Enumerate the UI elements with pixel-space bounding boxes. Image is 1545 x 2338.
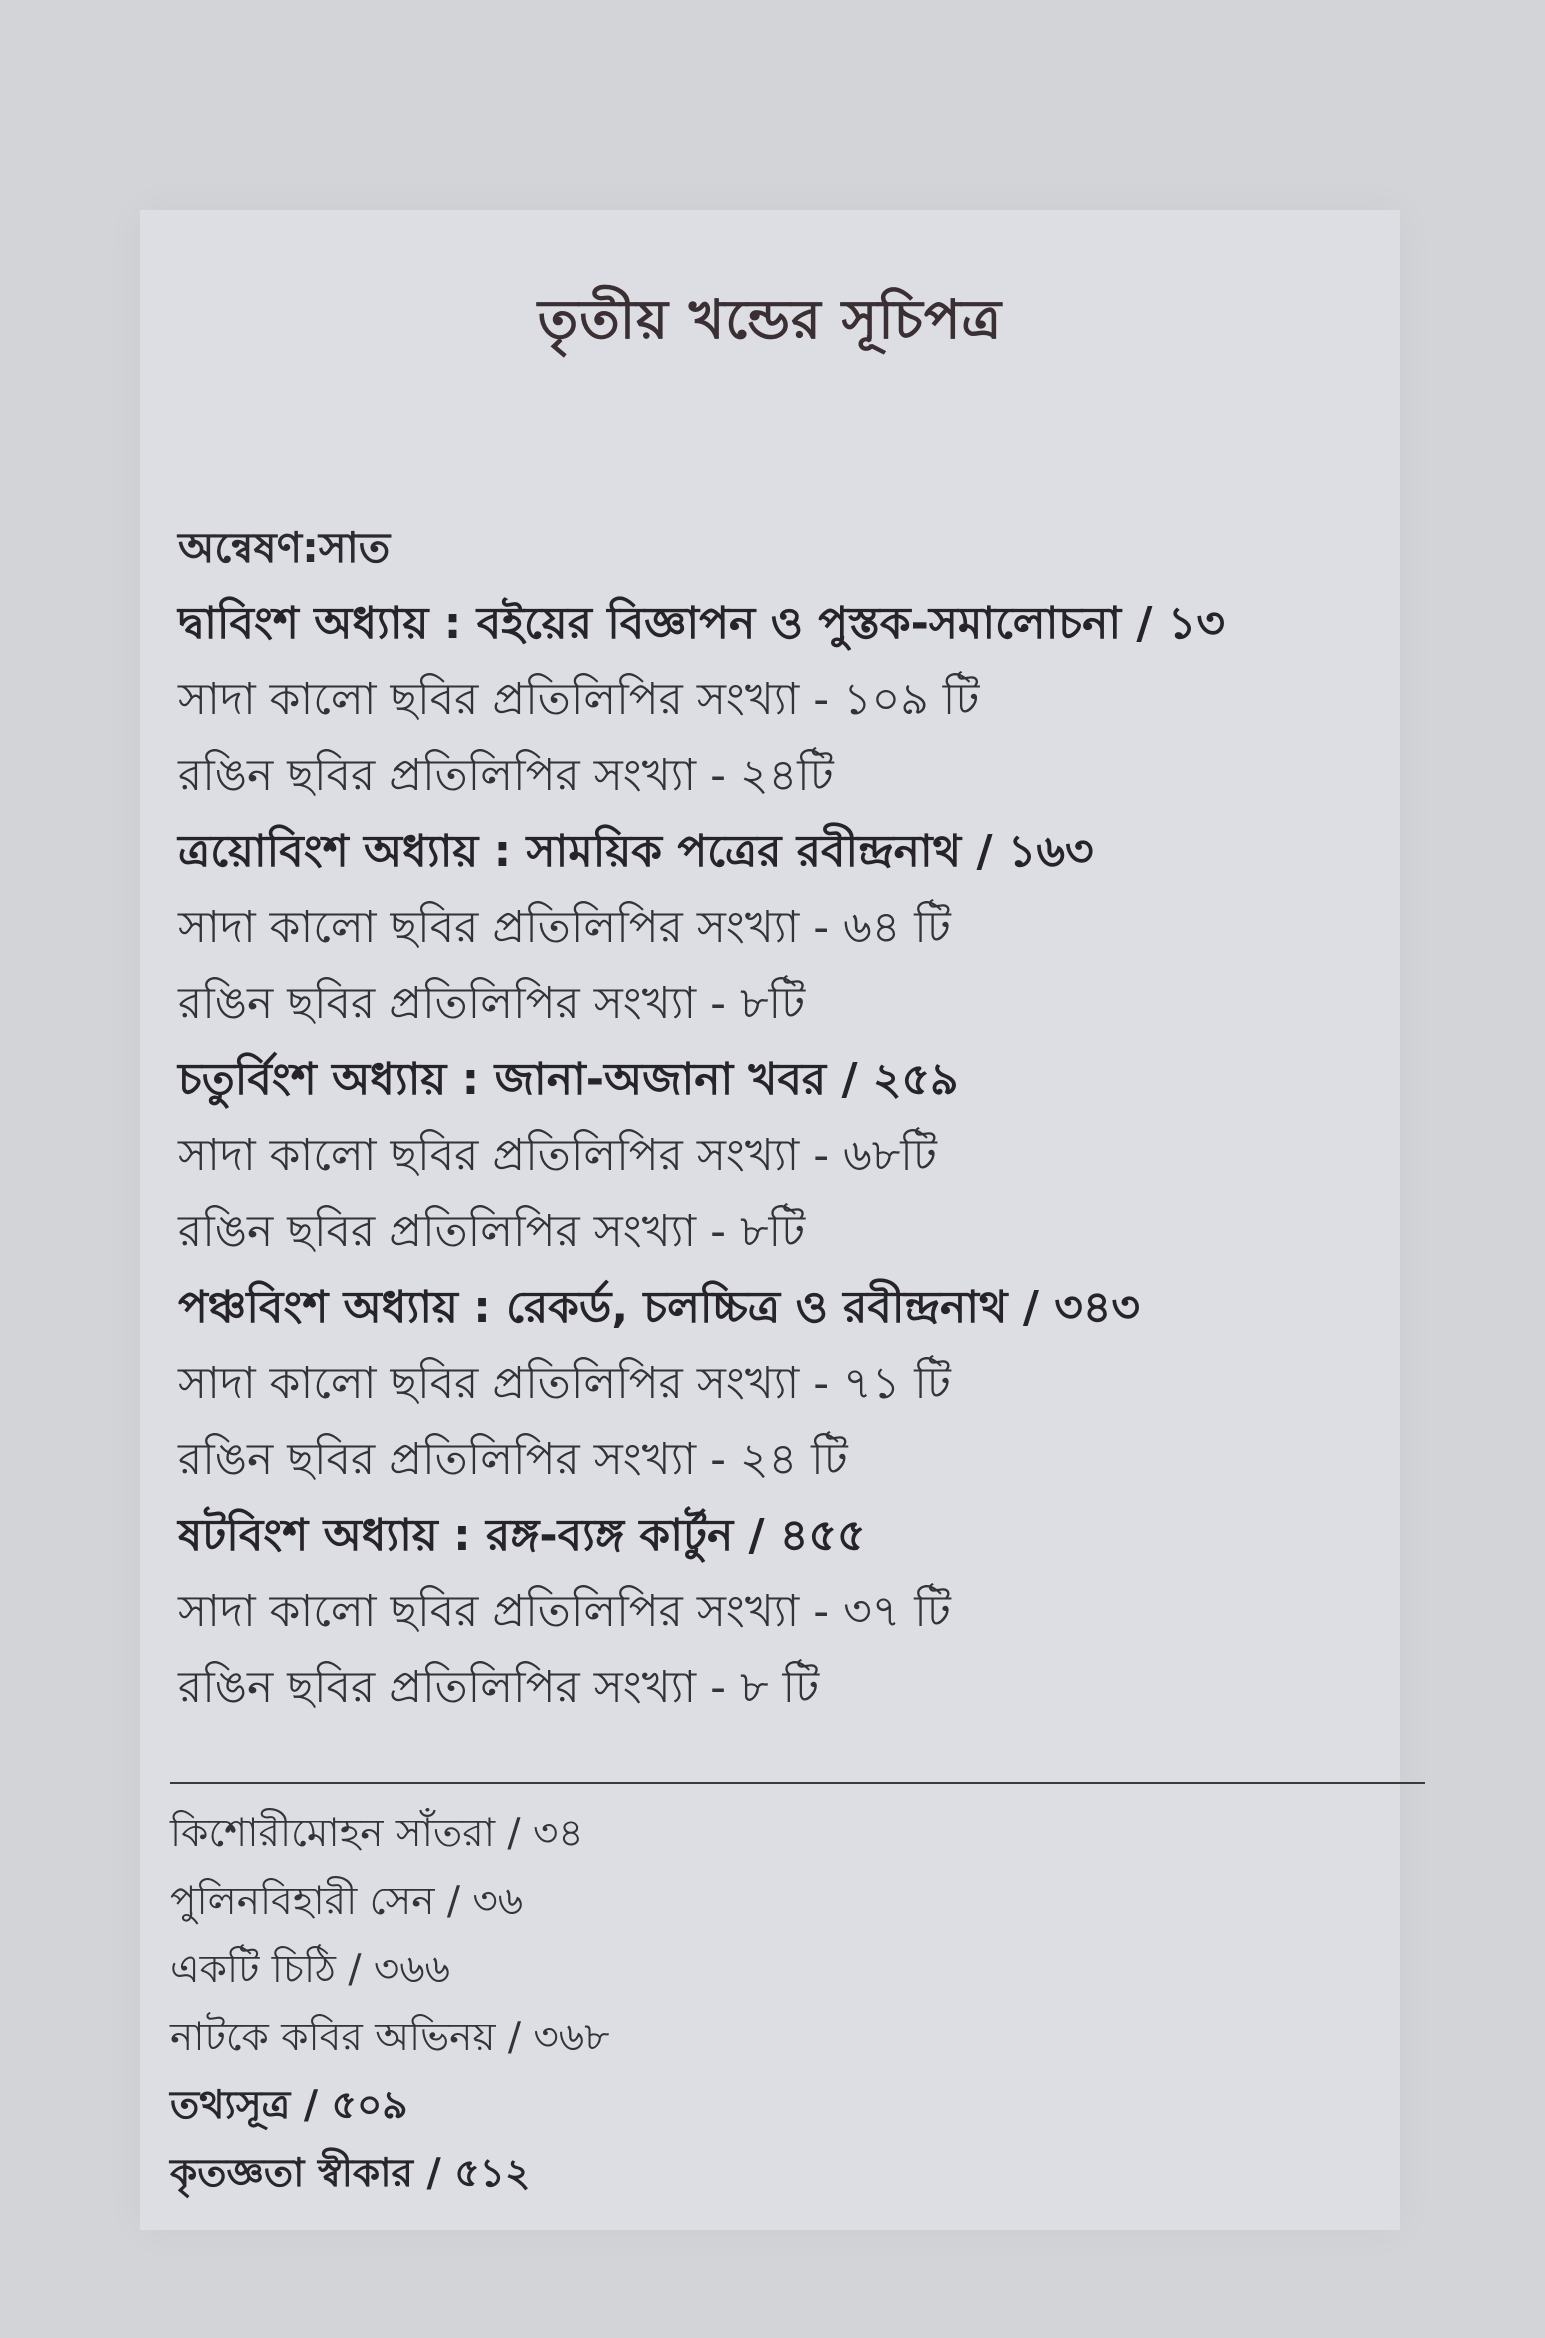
color-image-count: রঙিন ছবির প্রতিলিপির সংখ্যা - ৮টি (178, 1206, 806, 1257)
list-item: নাটকে কবির অভিনয় / ৩৬৮ (170, 2015, 610, 2060)
color-image-count: রঙিন ছবির প্রতিলিপির সংখ্যা - ২৪টি (178, 750, 834, 801)
color-image-count: রঙিন ছবির প্রতিলিপির সংখ্যা - ২৪ টি (178, 1434, 848, 1485)
extras-list (170, 1800, 1370, 2208)
chapter-heading: দ্বাবিংশ অধ্যায় : বইয়ের বিজ্ঞাপন ও পুস্তক-সমালোচনা / ১৩ (178, 598, 1225, 649)
list-item: কিশোরীমোহন সাঁতরা / ৩৪ (170, 1811, 584, 1856)
list-item: একটি চিঠি / ৩৬৬ (170, 1947, 450, 1992)
chapter-heading: চতুর্বিংশ অধ্যায় : জানা-অজানা খবর / ২৫৯ (178, 1054, 959, 1105)
color-image-count: রঙিন ছবির প্রতিলিপির সংখ্যা - ৮ টি (178, 1662, 820, 1713)
chapter-heading: ষটবিংশ অধ্যায় : রঙ্গ-ব্যঙ্গ কার্টুন / ৪৫৫ (178, 1510, 866, 1561)
chapter-heading: পঞ্চবিংশ অধ্যায় : রেকর্ড, চলচ্চিত্র ও রবীন্দ্রনাথ / ৩৪৩ (178, 1282, 1141, 1333)
book-page (140, 210, 1400, 2230)
chapter-heading: ত্রয়োবিংশ অধ্যায় : সাময়িক পত্রের রবীন্দ্রনাথ / ১৬৩ (178, 826, 1094, 877)
list-item: তথ্যসূত্র / ৫০৯ (170, 2083, 408, 2128)
bw-image-count: সাদা কালো ছবির প্রতিলিপির সংখ্যা - ৩৭ টি (178, 1586, 951, 1637)
bw-image-count: সাদা কালো ছবির প্রতিলিপির সংখ্যা - ৬৮টি (178, 1130, 937, 1181)
table-of-contents (178, 510, 1378, 1726)
section-heading: অন্বেষণ:সাত (178, 523, 391, 572)
bw-image-count: সাদা কালো ছবির প্রতিলিপির সংখ্যা - ৬৪ টি (178, 902, 951, 953)
list-item: কৃতজ্ঞতা স্বীকার / ৫১২ (170, 2151, 531, 2196)
page-title: তৃতীয় খন্ডের সূচিপত্র (537, 287, 1003, 351)
list-item: পুলিনবিহারী সেন / ৩৬ (170, 1879, 524, 1924)
bw-image-count: সাদা কালো ছবির প্রতিলিপির সংখ্যা - ৭১ টি (178, 1358, 951, 1409)
color-image-count: রঙিন ছবির প্রতিলিপির সংখ্যা - ৮টি (178, 978, 806, 1029)
divider-line (170, 1782, 1425, 1784)
bw-image-count: সাদা কালো ছবির প্রতিলিপির সংখ্যা - ১০৯ টি (178, 674, 980, 725)
